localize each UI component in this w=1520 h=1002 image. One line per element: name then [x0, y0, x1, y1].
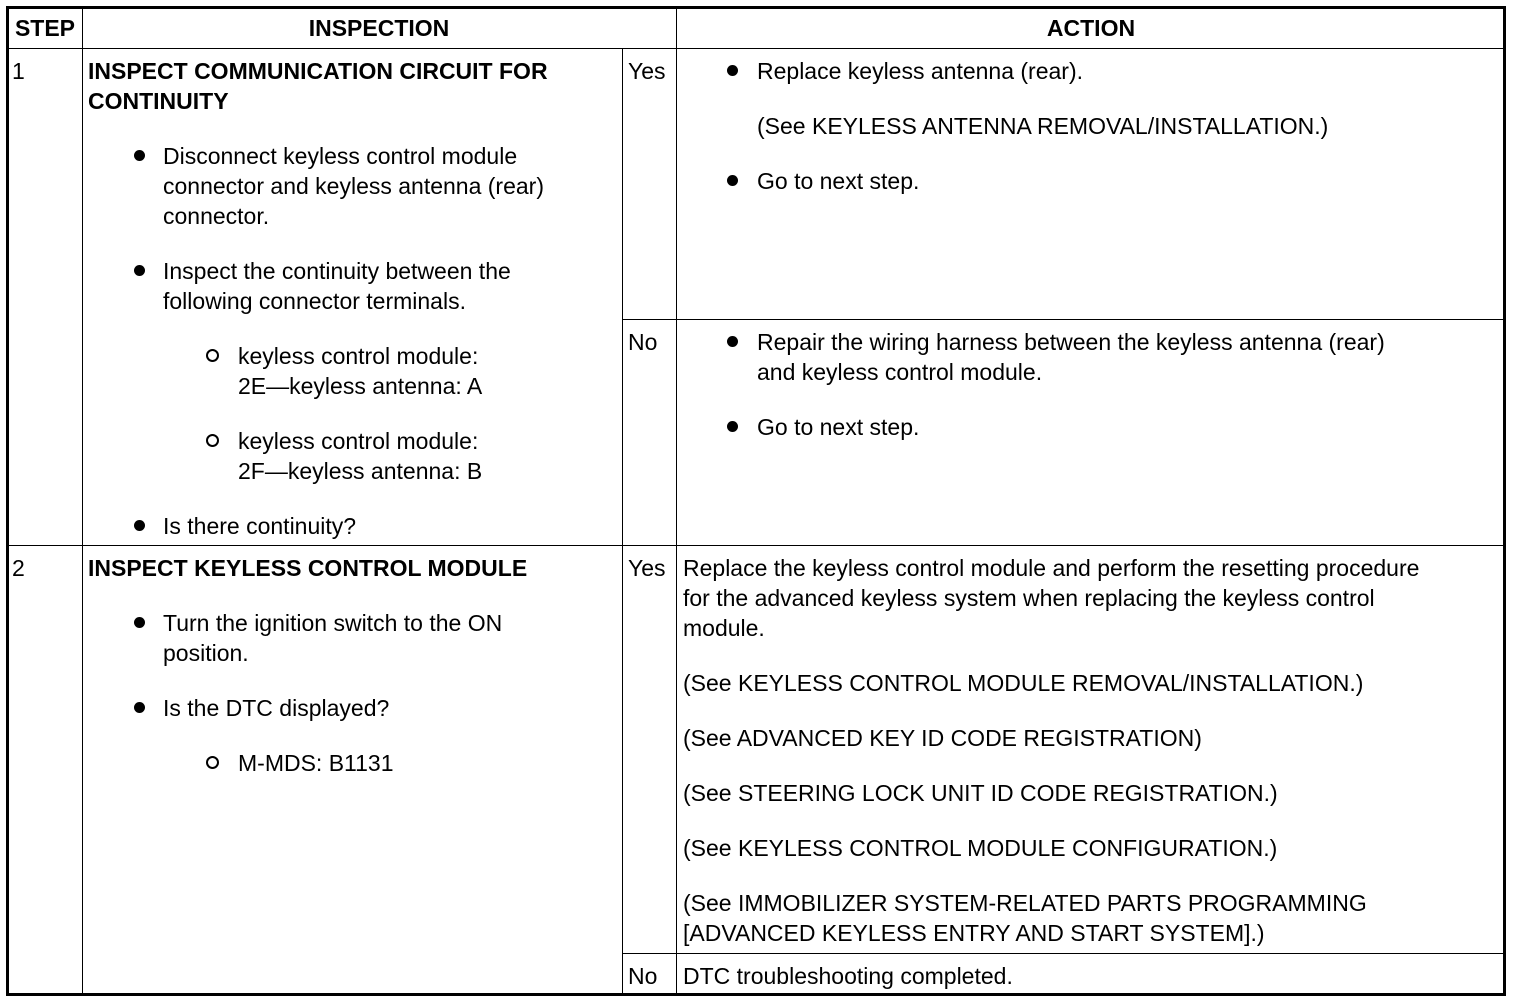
header-step: STEP	[14, 15, 76, 41]
grid-line	[622, 48, 623, 994]
inspection-item: following connector terminals.	[163, 288, 466, 314]
grid-line	[8, 545, 1504, 546]
bullet-icon	[727, 65, 738, 76]
yes-label: Yes	[628, 555, 666, 581]
grid-line	[622, 319, 1504, 320]
action-reference: (See ADVANCED KEY ID CODE REGISTRATION)	[683, 725, 1202, 751]
bullet-icon	[727, 421, 738, 432]
sub-bullet-icon	[206, 349, 219, 362]
action-reference: [ADVANCED KEYLESS ENTRY AND START SYSTEM].)	[683, 920, 1265, 946]
step-number: 1	[12, 58, 25, 84]
bullet-icon	[727, 175, 738, 186]
grid-line	[8, 48, 1504, 49]
header-inspection: INSPECTION	[308, 15, 450, 41]
action-text: DTC troubleshooting completed.	[683, 963, 1013, 989]
inspection-item: Inspect the continuity between the	[163, 258, 511, 284]
inspection-item: Disconnect keyless control module	[163, 143, 518, 169]
step-title: INSPECT COMMUNICATION CIRCUIT FOR	[88, 58, 548, 84]
bullet-icon	[134, 702, 145, 713]
inspection-subitem: keyless control module:	[238, 343, 479, 369]
grid-line	[676, 48, 677, 994]
sub-bullet-icon	[206, 434, 219, 447]
grid-line	[82, 8, 83, 994]
header-action: ACTION	[1046, 15, 1136, 41]
inspection-subitem: M-MDS: B1131	[238, 750, 394, 776]
inspection-item: connector and keyless antenna (rear)	[163, 173, 544, 199]
step-title: CONTINUITY	[88, 88, 229, 114]
inspection-subitem: 2F—keyless antenna: B	[238, 458, 483, 484]
bullet-icon	[134, 150, 145, 161]
bullet-icon	[134, 617, 145, 628]
action-text: Replace the keyless control module and perform the resetting procedure	[683, 555, 1420, 581]
bullet-icon	[134, 265, 145, 276]
action-reference: (See IMMOBILIZER SYSTEM-RELATED PARTS PROGRAMMING	[683, 890, 1367, 916]
action-item: Go to next step.	[757, 168, 920, 194]
inspection-item: Is there continuity?	[163, 513, 357, 539]
action-reference: (See KEYLESS ANTENNA REMOVAL/INSTALLATION.)	[757, 113, 1329, 139]
action-item: Go to next step.	[757, 414, 920, 440]
action-item: Repair the wiring harness between the keyless antenna (rear)	[757, 329, 1385, 355]
action-item: and keyless control module.	[757, 359, 1043, 385]
inspection-subitem: 2E—keyless antenna: A	[238, 373, 483, 399]
bullet-icon	[727, 336, 738, 347]
inspection-item: connector.	[163, 203, 270, 229]
step-number: 2	[12, 555, 25, 581]
action-reference: (See KEYLESS CONTROL MODULE REMOVAL/INSTALLATION.)	[683, 670, 1364, 696]
inspection-item: Turn the ignition switch to the ON	[163, 610, 503, 636]
no-label: No	[628, 963, 658, 989]
action-item: Replace keyless antenna (rear).	[757, 58, 1083, 84]
inspection-item: position.	[163, 640, 249, 666]
yes-label: Yes	[628, 58, 666, 84]
sub-bullet-icon	[206, 756, 219, 769]
bullet-icon	[134, 520, 145, 531]
action-reference: (See STEERING LOCK UNIT ID CODE REGISTRATION.)	[683, 780, 1278, 806]
inspection-item: Is the DTC displayed?	[163, 695, 390, 721]
step-title: INSPECT KEYLESS CONTROL MODULE	[88, 555, 528, 581]
action-text: module.	[683, 615, 765, 641]
no-label: No	[628, 329, 658, 355]
inspection-subitem: keyless control module:	[238, 428, 479, 454]
action-text: for the advanced keyless system when replacing the keyless control	[683, 585, 1375, 611]
action-reference: (See KEYLESS CONTROL MODULE CONFIGURATION.)	[683, 835, 1278, 861]
grid-line	[622, 953, 1504, 954]
